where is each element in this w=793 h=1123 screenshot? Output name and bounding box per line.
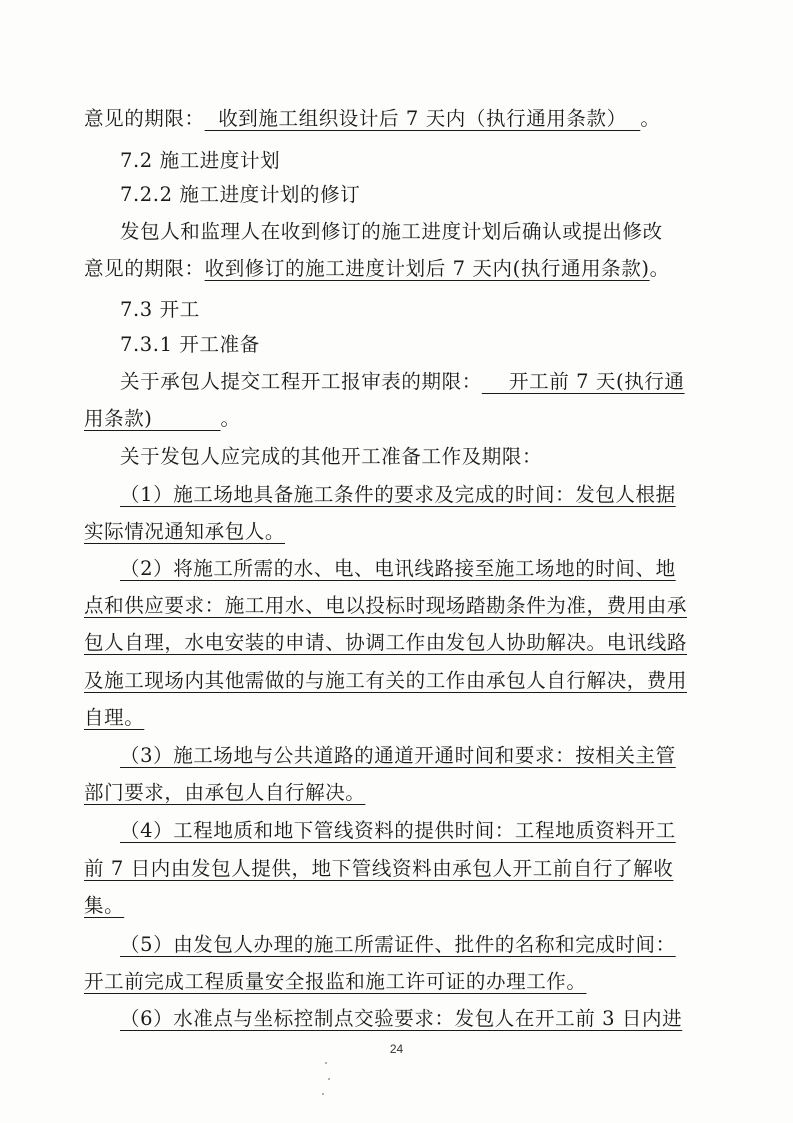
text-line: 关于发包人应完成的其他开工准备工作及期限：: [120, 445, 543, 468]
text-line: [120, 1006, 683, 1032]
filled-value: （5）由发包人办理的施工所需证件、批件的名称和完成时间：: [120, 933, 676, 956]
scan-speck: [322, 1093, 324, 1095]
filled-value: （3）施工场地与公共道路的通道开通时间和要求：按相关主管: [120, 744, 676, 767]
filled-value: 自理。: [84, 706, 145, 729]
section-heading-7-3: 7.3 开工: [120, 298, 200, 321]
text-line: 用条款) 。: [84, 407, 241, 430]
section-heading-7-2-2: 7.2.2 施工进度计划的修订: [120, 183, 361, 206]
filled-value: 点和供应要求：施工用水、电以投标时现场踏勘条件为准，费用由承: [84, 594, 688, 617]
text-line: [120, 932, 676, 958]
text-line: [84, 780, 664, 806]
text-line: [84, 519, 664, 545]
filled-value: （4）工程地质和地下管线资料的提供时间：工程地质资料开工: [120, 819, 676, 842]
filled-value: 包人自理，水电安装的申请、协调工作由发包人协助解决。电讯线路: [84, 631, 688, 654]
filled-value: （1）施工场地具备施工条件的要求及完成的时间：发包人根据: [120, 483, 676, 506]
text-line: 发包人和监理人在收到修订的施工进度计划后确认或提出修改: [120, 220, 663, 243]
text-line: 意见的期限： 收到施工组织设计后 7 天内（执行通用条款） 。: [84, 107, 661, 130]
filled-value: 及施工现场内其他需做的与施工有关的工作由承包人自行解决，费用: [84, 669, 688, 692]
text-line: [84, 893, 664, 919]
filled-value: （6）水准点与坐标控制点交验要求：发包人在开工前 3 日内进: [120, 1007, 683, 1030]
text-line: [84, 593, 688, 619]
filled-value: 开工前完成工程质量安全报监和施工许可证的办理工作。: [84, 970, 587, 993]
text-line: [84, 705, 664, 731]
filled-value: （2）将施工所需的水、电、电讯线路接至施工场地的时间、地: [120, 557, 676, 580]
text-line: [84, 668, 688, 694]
text-line: [120, 556, 676, 582]
scan-speck: [325, 1062, 327, 1064]
text-line: [120, 743, 676, 769]
text-line: [84, 630, 688, 656]
filled-value: 收到施工组织设计后 7 天内（执行通用条款）: [204, 107, 641, 130]
section-heading-7-2: 7.2 施工进度计划: [120, 149, 281, 172]
text-line: [84, 856, 674, 882]
filled-value: 开工前 7 天(执行通: [481, 370, 685, 393]
text-line: [120, 482, 676, 508]
filled-value: 用条款): [84, 407, 221, 430]
filled-value: 集。: [84, 894, 125, 917]
text-line: [120, 818, 676, 844]
scan-speck: [328, 1078, 330, 1080]
page-number: 24: [389, 1042, 404, 1056]
text-line: 关于承包人提交工程开工报审表的期限： 开工前 7 天(执行通: [120, 370, 685, 393]
section-heading-7-3-1: 7.3.1 开工准备: [120, 333, 260, 356]
filled-value: 实际情况通知承包人。: [84, 520, 286, 543]
text-line: [84, 969, 664, 995]
filled-value: 收到修订的施工进度计划后 7 天内(执行通用条款): [204, 257, 650, 280]
text-line: 意见的期限：收到修订的施工进度计划后 7 天内(执行通用条款)。: [84, 257, 670, 280]
filled-value: 前 7 日内由发包人提供，地下管线资料由承包人开工前自行了解收: [84, 857, 674, 880]
filled-value: 部门要求，由承包人自行解决。: [84, 781, 366, 804]
